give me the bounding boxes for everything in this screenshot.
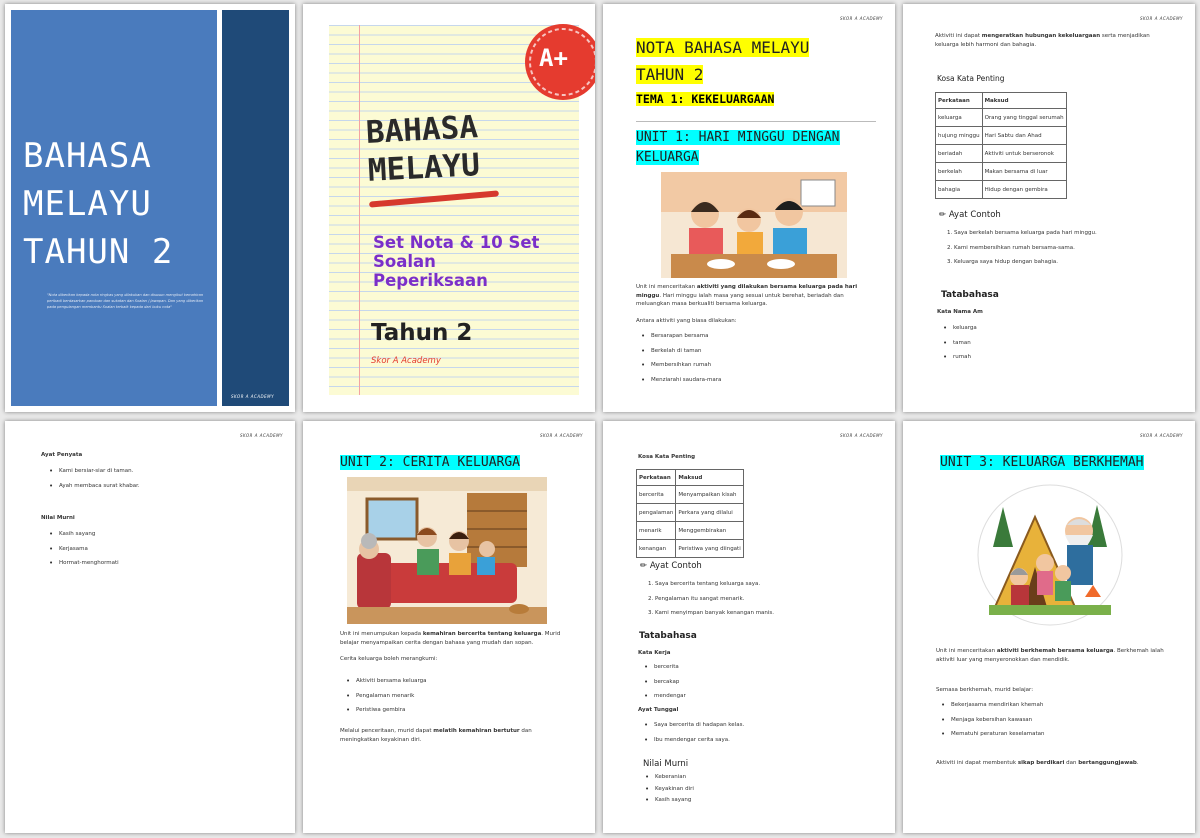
subtitle-line: Set Nota & 10 Set <box>373 233 540 252</box>
nouns-list <box>935 321 977 365</box>
cover-page <box>5 4 295 412</box>
table-header: Maksud <box>676 470 743 486</box>
tatabahasa-title: Tatabahasa <box>639 631 697 641</box>
table-header: Perkataan <box>936 93 983 109</box>
nilai-murni-title: Nilai Murni <box>643 759 689 769</box>
page-header: SKOR A ACADEMY <box>1139 433 1183 438</box>
list-item: 2. Pengalaman itu sangat menarik. <box>648 595 745 602</box>
table-row: pengalaman Perkara yang dilalui <box>637 504 744 522</box>
list-item: • Menjaga kebersihan kawasan <box>933 713 1045 728</box>
table-row: berkelah Makan bersama di luar <box>936 163 1067 181</box>
page-header: SKOR A ACADEMY <box>1139 16 1183 21</box>
unit2-conclusion: Melalui penceritaan, murid dapat melatih kemahiran bertutur dan meningkatkan keyakinan diri. <box>340 728 532 743</box>
list-item: • Kerjasama <box>41 542 119 557</box>
list-item: • taman <box>935 336 977 351</box>
list-item: • Kasih sayang <box>637 795 694 807</box>
ayat-penyata-title: Ayat Penyata <box>41 452 83 458</box>
notes-page-6 <box>903 421 1195 833</box>
unit2-paragraph: Unit ini menumpukan kepada kemahiran bercerita tentang keluarga. Murid belajar menyampaikan cerita dengan bahasa yang mudah dan sopan. <box>340 631 561 646</box>
list-item: 3. Keluarga saya hidup dengan bahagia. <box>947 259 1059 265</box>
unit1-paragraph: Unit ini menceritakan aktiviti yang dilakukan bersama keluarga pada hari minggu. Hari minggu ialah masa yang sesuai untuk berehat, beriadah dan meluangkan masa berkualiti bersama keluarga. <box>636 284 858 307</box>
notes-page-5 <box>603 421 895 833</box>
list-item: • Keyakinan diri <box>637 784 694 796</box>
list-item: • keluarga <box>935 321 977 336</box>
table-row: kenangan Peristiwa yang diingati <box>637 540 744 558</box>
tatabahasa-title: Tatabahasa <box>941 290 999 300</box>
cover-title-line: BAHASA <box>23 136 152 176</box>
table-header: Maksud <box>982 93 1066 109</box>
notebook-year: Tahun 2 <box>371 320 473 346</box>
unit-title-line: UNIT 1: HARI MINGGU DENGAN <box>636 130 840 145</box>
example-sentences <box>933 226 1097 270</box>
ayat-tunggal-title: Ayat Tunggal <box>638 707 679 713</box>
list-item: 1. Saya bercerita tentang keluarga saya. <box>648 581 761 587</box>
page-header: SKOR A ACADEMY <box>239 433 283 438</box>
notebook-cover-page <box>303 4 595 412</box>
family-living-room-illustration-icon <box>347 477 547 624</box>
table-row: bahagia Hidup dengan gembira <box>936 181 1067 199</box>
table-row: keluarga Orang yang tinggal serumah <box>936 109 1067 127</box>
subtitle-line: Peperiksaan <box>373 271 488 290</box>
divider <box>636 121 876 122</box>
margin-line <box>359 25 360 395</box>
cover-quote: "Nota diberikan kepada nota ringkas yang dilakukan dan disusun mengikut kemahiran peribadi berdasarkan panduan dan sukatan dan Soalan / Jawapan. Dan yang diberikan pada pengulangan membantu Soalan terbaik kepada dari buku nota" <box>47 293 204 309</box>
list-item: 1. Saya berkelah bersama keluarga pada hari minggu. <box>947 230 1097 236</box>
list-item: • Menziarahi saudara-mara <box>633 373 721 388</box>
table-row: hujung minggu Hari Sabtu dan Ahad <box>936 127 1067 145</box>
list-item: • rumah <box>935 350 977 365</box>
notes-page-2 <box>903 4 1195 412</box>
list-item: • Pengalaman menarik <box>338 689 426 704</box>
belajar-list <box>933 698 1045 742</box>
penyata-list <box>41 464 140 493</box>
list-item: • Kami bersiar-siar di taman. <box>41 464 140 479</box>
table-row: menarik Menggembirakan <box>637 522 744 540</box>
ayat-contoh-title: ✏ Ayat Contoh <box>939 210 1001 220</box>
theme-text: TEMA 1: KEKELUARGAAN <box>636 92 775 106</box>
page-header: SKOR A ACADEMY <box>839 433 883 438</box>
family-camping-illustration-icon <box>975 477 1125 627</box>
list-item: • Hormat-menghormati <box>41 556 119 571</box>
belajar-intro: Semasa berkhemah, murid belajar: <box>936 687 1034 693</box>
table-row: bercerita Menyampaikan kisah <box>637 486 744 504</box>
unit3-title <box>940 453 1144 473</box>
list-item: • Ibu mendengar cerita saya. <box>636 733 744 748</box>
kosa-kata-title: Kosa Kata Penting <box>638 454 696 460</box>
notes-page-3 <box>5 421 295 833</box>
theme-title <box>636 92 774 106</box>
kata-kerja-title: Kata Kerja <box>638 650 671 656</box>
list-item: • Keberanian <box>637 772 694 784</box>
notebook-title-line: BAHASA <box>365 109 479 151</box>
nilai-list <box>41 527 119 571</box>
list-item: • bercakap <box>636 675 686 690</box>
nilai-murni-title: Nilai Murni <box>41 515 75 521</box>
verbs-list <box>636 660 686 704</box>
unit3-paragraph: Unit ini menceritakan aktiviti berkhemah bersama keluarga. Berkhemah ialah aktiviti luar yang menyeronokkan dan mendidik. <box>936 648 1164 663</box>
cerita-list <box>338 674 426 718</box>
tunggal-list <box>636 718 744 747</box>
list-item: • Saya bercerita di hadapan kelas. <box>636 718 744 733</box>
cerita-intro: Cerita keluarga boleh merangkumi: <box>340 656 438 662</box>
cover-brand: SKOR A ACADEMY <box>231 394 275 399</box>
kosa-kata-title: Kosa Kata Penting <box>937 74 1005 83</box>
list-item: 3. Kami menyimpan banyak kenangan manis. <box>648 610 775 616</box>
notes-page-4 <box>303 421 595 833</box>
notes-page-1 <box>603 4 895 412</box>
cover-dark-strip <box>222 10 289 406</box>
activities-list <box>633 329 721 387</box>
example-sentences <box>634 577 774 621</box>
vocab-table <box>636 469 744 558</box>
subtitle-line: Soalan <box>373 252 436 271</box>
list-item: • Bekerjasama mendirikan khemah <box>933 698 1045 713</box>
notebook-title-line: MELAYU <box>367 147 481 189</box>
unit-title-text: UNIT 3: KELUARGA BERKHEMAH <box>940 455 1144 470</box>
notes-title <box>636 34 809 88</box>
unit-title-line: KELUARGA <box>636 150 699 165</box>
nilai-list <box>637 772 694 807</box>
unit2-title <box>340 453 520 473</box>
table-header: Perkataan <box>637 470 676 486</box>
list-item: • mendengar <box>636 689 686 704</box>
page-header: SKOR A ACADEMY <box>539 433 583 438</box>
list-item: • Membersihkan rumah <box>633 358 721 373</box>
activities-intro: Antara aktiviti yang biasa dilakukan: <box>636 318 737 324</box>
list-item: 2. Kami membersihkan rumah bersama-sama. <box>947 244 1075 251</box>
list-item: • Ayah membaca surat khabar. <box>41 479 140 494</box>
list-item: • Aktiviti bersama keluarga <box>338 674 426 689</box>
family-breakfast-illustration-icon <box>661 172 847 278</box>
unit-title-text: UNIT 2: CERITA KELUARGA <box>340 455 521 470</box>
list-item: • bercerita <box>636 660 686 675</box>
vocab-table <box>935 92 1067 199</box>
list-item: • Mematuhi peraturan keselamatan <box>933 727 1045 742</box>
intro-paragraph: Aktiviti ini dapat mengeratkan hubungan kekeluargaan serta menjadikan keluarga lebih harmoni dan bahagia. <box>935 33 1150 48</box>
kata-nama-am-title: Kata Nama Am <box>937 309 983 315</box>
cover-title-line: MELAYU <box>23 184 152 224</box>
list-item: • Peristiwa gembira <box>338 703 426 718</box>
ayat-contoh-title: ✏ Ayat Contoh <box>640 561 702 571</box>
unit3-conclusion: Aktiviti ini dapat membentuk sikap berdikari dan bertanggungjawab. <box>936 760 1139 766</box>
page-header: SKOR A ACADEMY <box>839 16 883 21</box>
table-row: beriadah Aktiviti untuk berseronok <box>936 145 1067 163</box>
notebook-subtitle <box>373 233 539 290</box>
notebook-title <box>365 108 481 190</box>
notebook-brand: Skor A Academy <box>371 356 441 366</box>
notes-title-line: NOTA BAHASA MELAYU <box>636 38 810 57</box>
list-item: • Berkelah di taman <box>633 344 721 359</box>
cover-title-line: TAHUN 2 <box>23 232 174 272</box>
unit-title <box>636 128 840 168</box>
list-item: • Bersarapan bersama <box>633 329 721 344</box>
notes-title-line: TAHUN 2 <box>636 65 704 84</box>
a-plus-text: A+ <box>539 44 568 72</box>
list-item: • Kasih sayang <box>41 527 119 542</box>
cover-title <box>23 132 173 276</box>
